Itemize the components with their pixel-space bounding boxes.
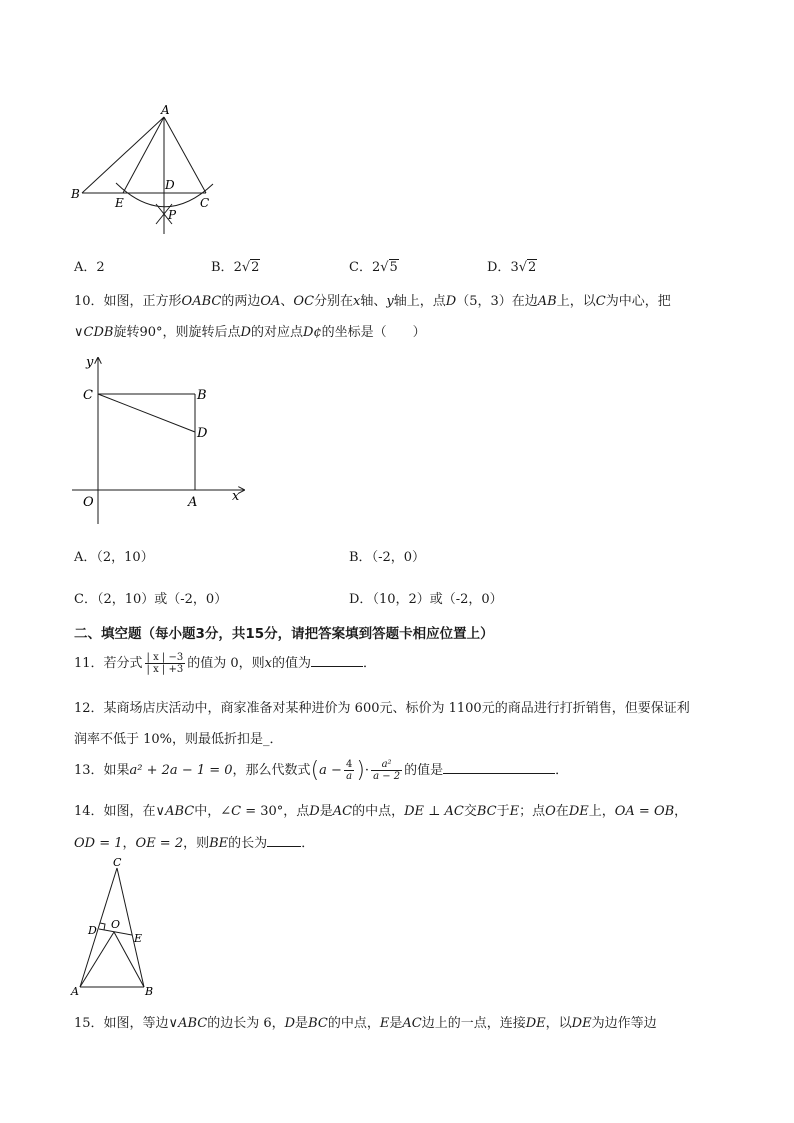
math: OC (293, 294, 315, 309)
text: = 30°，点 (241, 804, 310, 819)
text: ， (674, 804, 688, 819)
fraction-numerator: | x | −3 (146, 652, 184, 663)
math: O (545, 804, 556, 819)
answer-blank[interactable] (311, 666, 363, 667)
option-text: （2，10）或（-2，0） (96, 592, 228, 607)
figure-q9 (66, 100, 226, 240)
q12-line-1: 12．某商场店庆活动中，商家准备对某种进价为 600元、标价为 1100元的商品进行打折销售，但要保证利 (74, 701, 690, 716)
text: ． (555, 763, 569, 778)
math: D (240, 325, 251, 340)
q14-line-1 (74, 800, 687, 819)
text: ∨ (74, 325, 84, 340)
math: D (309, 804, 320, 819)
math: DE ⊥ AC (404, 804, 464, 819)
q10-option-c[interactable] (74, 588, 227, 607)
text: 的两边 (221, 294, 261, 309)
segment-cb (117, 868, 144, 987)
label-o: O (83, 495, 94, 510)
fraction-denominator: a − 2 (373, 771, 401, 782)
option-letter: D． (487, 260, 511, 275)
sqrt-icon: √ (518, 260, 528, 275)
text: 11．若分式 (74, 656, 143, 671)
figure-q10 (66, 352, 256, 530)
option-text: （10，2）或（-2，0） (372, 592, 503, 607)
option-text: （2，10） (96, 550, 154, 565)
option-text: （-2，0） (371, 550, 425, 565)
segment-ab (82, 117, 164, 193)
text: 为边作等边 (591, 1016, 657, 1031)
text: 的值为 (271, 656, 311, 671)
math: OE = 2 (135, 836, 184, 851)
label-a: A (161, 103, 170, 117)
option-coef: 3 (510, 260, 519, 275)
text: ，则 (183, 836, 210, 851)
math: y (386, 294, 394, 309)
label-c: C (200, 196, 210, 210)
math: BE (209, 836, 229, 851)
math: BC (476, 804, 497, 819)
q10-line-1 (74, 290, 671, 309)
math: OD = 1 (74, 836, 123, 851)
math: D (284, 1016, 296, 1031)
text: 14．如图，在∨ (74, 804, 166, 819)
q9-option-c[interactable] (349, 256, 399, 275)
right-paren: ) (356, 758, 365, 783)
text: ，以 (545, 1016, 572, 1031)
text: 轴、 (360, 294, 387, 309)
label-d: D (197, 426, 208, 441)
text: ；点 (519, 804, 546, 819)
text: 的边长为 6， (207, 1016, 285, 1031)
fraction (145, 652, 186, 675)
text: 是 (295, 1016, 309, 1031)
label-e: E (115, 196, 124, 210)
math: C (231, 804, 242, 819)
math: DE (525, 1016, 546, 1031)
option-letter: B． (211, 260, 234, 275)
math: DE (568, 804, 589, 819)
text: 的中点， (327, 1016, 380, 1031)
text: 的长为 (228, 836, 268, 851)
figure-q14 (66, 856, 166, 1000)
math: E (379, 1016, 390, 1031)
math: x (353, 294, 361, 309)
text: 、 (280, 294, 294, 309)
segment-oa (80, 932, 114, 987)
fraction-numerator: a² (371, 759, 402, 771)
text: 13．如果 (74, 763, 130, 778)
option-text: 2 (96, 260, 105, 275)
text: 15．如图，等边∨ (74, 1016, 179, 1031)
math: a (319, 763, 327, 778)
text: 的中点， (352, 804, 405, 819)
math: ABC (165, 804, 195, 819)
text: 10．如图，正方形 (74, 294, 182, 309)
fraction (344, 759, 354, 782)
label-b: B (197, 388, 207, 403)
text: 上， (588, 804, 615, 819)
label-b: B (71, 187, 80, 201)
sqrt-icon: √ (380, 260, 389, 275)
option-coef: 2 (233, 260, 242, 275)
text: 在 (555, 804, 569, 819)
text: 的对应点 (250, 325, 303, 340)
label-b: B (145, 985, 154, 998)
text: 旋转90°，则旋转后点 (113, 325, 241, 340)
option-letter: B． (349, 550, 372, 565)
q10-line-2 (74, 321, 426, 340)
math: AC (402, 1016, 422, 1031)
text: 为中心，把 (605, 294, 671, 309)
q14-line-2 (74, 832, 314, 851)
label-o: O (111, 918, 121, 931)
text: 是 (319, 804, 333, 819)
label-d: D (165, 178, 175, 192)
label-a: A (188, 495, 198, 510)
text: 轴上，点 (393, 294, 446, 309)
text: 于 (496, 804, 510, 819)
q12-line-2: 润率不低于 10%，则最低折扣是_． (74, 732, 283, 747)
label-d: D (88, 924, 97, 937)
math: x (264, 656, 272, 671)
math: D (445, 294, 457, 309)
label-p: P (168, 208, 177, 222)
option-radicand: 2 (251, 260, 260, 275)
math: BC (308, 1016, 328, 1031)
q9-option-a[interactable] (74, 256, 105, 275)
label-x: x (232, 489, 240, 504)
text: 边上的一点，连接 (421, 1016, 526, 1031)
q11 (74, 652, 376, 675)
math: OABC (181, 294, 222, 309)
math: OA = OB (614, 804, 675, 819)
math: C (595, 294, 606, 309)
text: 分别在 (314, 294, 354, 309)
label-c: C (113, 856, 122, 869)
text: 的值为 0，则 (187, 656, 265, 671)
answer-blank[interactable] (443, 773, 555, 774)
text: 中，∠ (194, 804, 232, 819)
sqrt-icon: √ (241, 260, 251, 275)
left-paren: ( (310, 758, 320, 783)
math: AC (332, 804, 353, 819)
q9-option-b[interactable] (211, 256, 260, 275)
text: 的坐标是（ ） (321, 325, 426, 340)
q9-option-d[interactable] (487, 256, 537, 275)
math: OA (260, 294, 281, 309)
text: 交 (463, 804, 477, 819)
text: （5，3）在边 (456, 294, 538, 309)
option-letter: C． (349, 260, 372, 275)
segment-ae (123, 117, 164, 193)
q10-option-b[interactable] (349, 546, 425, 565)
fraction-denominator: a (346, 771, 353, 782)
option-radicand: 5 (389, 260, 398, 275)
text: 是 (389, 1016, 403, 1031)
text: 的值是 (404, 763, 444, 778)
label-a: A (71, 985, 79, 998)
text: ，那么代数式 (232, 763, 311, 778)
math: D¢ (302, 325, 322, 340)
math: DE (571, 1016, 592, 1031)
answer-blank[interactable] (267, 846, 301, 847)
option-letter: D． (349, 592, 373, 607)
text: ． (301, 836, 315, 851)
q10-option-d[interactable] (349, 588, 503, 607)
option-letter: C． (74, 592, 97, 607)
label-e: E (134, 932, 143, 945)
math: CDB (83, 325, 114, 340)
option-letter: A． (74, 260, 97, 275)
text: 上，以 (556, 294, 596, 309)
fraction-denominator: | x | +3 (146, 664, 184, 675)
q13 (74, 758, 568, 783)
text: · (364, 763, 370, 778)
math: a² + 2a − 1 = 0 (129, 763, 233, 778)
text: ． (362, 656, 376, 671)
section-heading: 二、填空题（每小题3分，共15分，请把答案填到答题卡相应位置上） (74, 626, 494, 642)
option-letter: A． (74, 550, 97, 565)
math: E (509, 804, 520, 819)
label-c: C (83, 388, 93, 403)
q10-option-a[interactable] (74, 546, 154, 565)
segment-cd (98, 394, 195, 432)
text: − (326, 763, 342, 778)
q15-line-1 (74, 1012, 657, 1031)
text: ， (122, 836, 136, 851)
math: ABC (178, 1016, 208, 1031)
option-coef: 2 (371, 260, 381, 275)
option-radicand: 2 (528, 260, 537, 275)
label-y: y (86, 355, 94, 370)
fraction-numerator: 4 (345, 759, 353, 770)
math: AB (537, 294, 557, 309)
fraction (371, 759, 402, 782)
